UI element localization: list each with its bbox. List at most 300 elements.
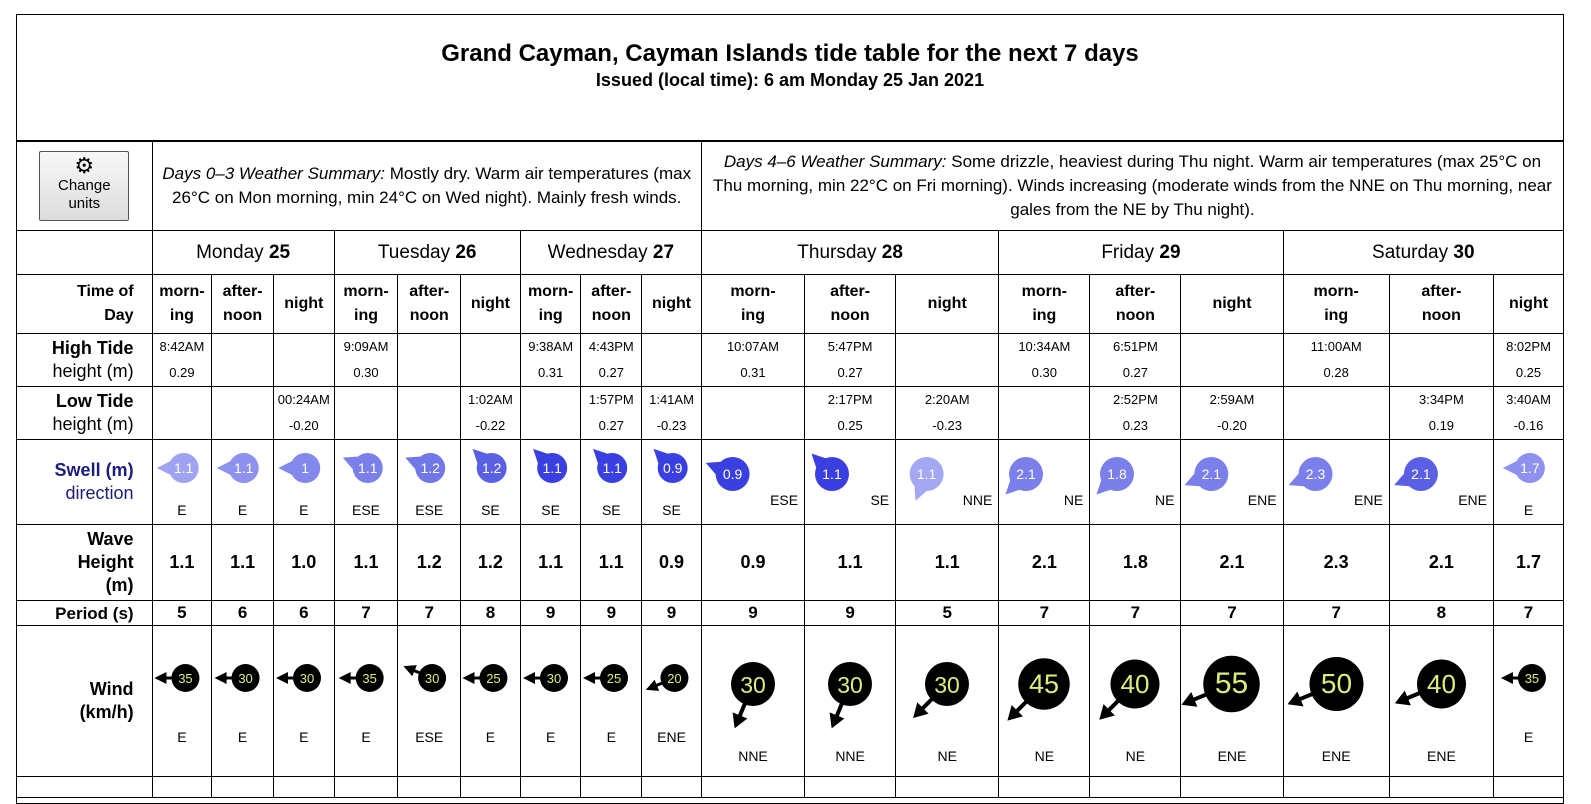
wave-height-cell: 0.9: [642, 525, 702, 601]
low-tide-cell: [581, 387, 642, 440]
tail-cell: [152, 777, 212, 798]
swell-cell: [1389, 440, 1493, 525]
wind-speed: 30: [837, 672, 863, 698]
period-cell: 9: [642, 601, 702, 626]
swell-cell-wrap: [521, 440, 581, 524]
tail-cell: [461, 777, 521, 798]
tail-cell: [212, 777, 274, 798]
time-of-day-part1: morn-: [527, 283, 574, 300]
swell-arrow-icon: [702, 440, 804, 524]
wave-height-cell: 1.2: [398, 525, 461, 601]
wind-arrow-icon: [461, 626, 520, 776]
time-of-day-cell: [273, 275, 334, 334]
swell-value: 2.3: [1305, 466, 1325, 482]
period-cell: 5: [896, 601, 999, 626]
high-tide-label: High Tide height (m): [17, 334, 153, 387]
high-tide-time: 5:47PM: [827, 339, 873, 354]
low-tide-cell: [461, 387, 521, 440]
tail-cell: [999, 777, 1090, 798]
swell-value: 1.1: [542, 460, 562, 476]
swell-cell-wrap: [1494, 440, 1563, 524]
wind-speed: 40: [1426, 669, 1456, 699]
wind-cell-wrap: [274, 626, 334, 776]
tail-cell: [520, 777, 581, 798]
tide-table: [16, 141, 1564, 798]
day-number: 28: [881, 241, 903, 263]
period-cell: 7: [1181, 601, 1283, 626]
swell-cell: [212, 440, 274, 525]
low-tide-time: 2:52PM: [1112, 392, 1158, 407]
time-of-day-cell: [701, 275, 804, 334]
swell-cell-wrap: [805, 440, 895, 524]
swell-direction: SE: [541, 502, 560, 518]
swell-value: 1.8: [1107, 466, 1128, 482]
high-tide-time: 8:42AM: [159, 339, 205, 354]
time-of-day-part1: after-: [1115, 283, 1156, 300]
wind-speed: 30: [425, 671, 440, 686]
wind-cell-wrap: [1390, 626, 1493, 776]
swell-arrow-head: [1503, 461, 1517, 475]
tail-cell: [334, 777, 398, 798]
high-tide-cell: [520, 334, 581, 387]
wind-direction: ENE: [657, 729, 686, 745]
wind-cell: [212, 626, 274, 777]
high-tide-cell: [642, 334, 702, 387]
period-cell: 9: [581, 601, 642, 626]
tail-cell: [1494, 777, 1564, 798]
time-of-day-cell: [334, 275, 398, 334]
swell-cell: [701, 440, 804, 525]
wave-height-cell: 1.0: [273, 525, 334, 601]
wind-arrow-head: [583, 672, 595, 684]
summary-days-0-3: [152, 142, 701, 231]
swell-cell: [152, 440, 212, 525]
wind-cell: [520, 626, 581, 777]
high-tide-cell: [152, 334, 212, 387]
tail-blank: [17, 777, 153, 798]
wind-speed: 25: [607, 671, 622, 686]
day-header-saturday: [1283, 231, 1563, 275]
wind-direction: E: [361, 729, 371, 745]
wind-label: Wind (km/h): [17, 626, 153, 777]
wind-speed: 45: [1029, 669, 1060, 699]
swell-cell: [1181, 440, 1283, 525]
wind-cell-wrap: [153, 626, 212, 776]
wind-cell: [642, 626, 702, 777]
high-tide-row: [17, 334, 1564, 387]
time-of-day-cell: [1181, 275, 1283, 334]
low-tide-cell: [273, 387, 334, 440]
time-of-day-cell: [1283, 275, 1389, 334]
swell-cell: [461, 440, 521, 525]
wind-arrow-head: [727, 712, 747, 731]
period-cell: 7: [1494, 601, 1564, 626]
low-tide-time: 2:17PM: [827, 392, 873, 407]
tail-row: [17, 777, 1564, 798]
swell-direction: NNE: [962, 492, 993, 508]
wind-cell-wrap: [1090, 626, 1180, 776]
day-header-monday: [152, 231, 334, 275]
low-tide-time: 3:34PM: [1418, 392, 1464, 407]
time-of-day-part2: noon: [1421, 307, 1461, 324]
change-units-label-2: units: [68, 195, 101, 212]
low-tide-height: -0.22: [475, 418, 506, 433]
change-units-button[interactable]: [39, 151, 129, 221]
swell-cell-wrap: [999, 440, 1089, 524]
low-tide-cell: [398, 387, 461, 440]
wind-cell-wrap: [398, 626, 460, 776]
time-of-day-part1: night: [651, 295, 692, 312]
wind-arrow-icon: [274, 626, 334, 776]
low-tide-time: 1:02AM: [468, 392, 513, 407]
day-name: Tuesday: [377, 241, 451, 263]
tail-cell: [581, 777, 642, 798]
high-tide-time: 11:00AM: [1310, 339, 1362, 354]
high-tide-time: 10:34AM: [1018, 339, 1071, 354]
swell-label: Swell (m) direction: [17, 440, 153, 525]
low-tide-height: 0.23: [1122, 418, 1149, 433]
wind-speed: 30: [238, 671, 254, 686]
period-label: Period (s): [17, 601, 153, 626]
period-cell: 7: [999, 601, 1090, 626]
swell-cell-wrap: [398, 440, 460, 524]
low-tide-height: -0.23: [932, 418, 963, 433]
high-tide-height: 0.31: [740, 365, 766, 380]
high-tide-cell: [896, 334, 999, 387]
swell-value: 1.1: [234, 460, 254, 476]
time-of-day-label: Time of Day: [17, 275, 153, 334]
day-name: Friday: [1101, 241, 1155, 263]
low-tide-time: 1:41AM: [649, 392, 694, 407]
time-of-day-cell: [461, 275, 521, 334]
low-tide-cell: [520, 387, 581, 440]
time-of-day-part2: ing: [169, 307, 194, 324]
tail-cell: [398, 777, 461, 798]
wind-direction: E: [485, 729, 496, 745]
wind-cell-wrap: [1494, 626, 1563, 776]
time-of-day-cell: [1090, 275, 1181, 334]
high-tide-cell: [273, 334, 334, 387]
wind-cell-wrap: [999, 626, 1089, 776]
swell-cell-wrap: [1284, 440, 1389, 524]
swell-cell-wrap: [274, 440, 334, 524]
wind-arrow-icon: [642, 626, 701, 776]
swell-value: 2.1: [1016, 466, 1037, 482]
wave-height-cell: 1.1: [152, 525, 212, 601]
wind-direction: ESE: [415, 729, 444, 745]
change-units-label-1: Change: [58, 177, 111, 194]
time-of-day-part2: noon: [591, 307, 631, 324]
swell-cell: [398, 440, 461, 525]
high-tide-cell: [999, 334, 1090, 387]
wind-arrow-head: [154, 672, 166, 684]
low-tide-cell: [896, 387, 999, 440]
wind-cell-wrap: [335, 626, 398, 776]
low-tide-cell: [1090, 387, 1181, 440]
swell-cell: [1090, 440, 1181, 525]
wind-direction: E: [299, 729, 309, 745]
swell-arrow-icon: [1181, 440, 1282, 524]
swell-cell-wrap: [461, 440, 520, 524]
units-cell: [17, 142, 153, 231]
wave-height-cell: 2.3: [1283, 525, 1389, 601]
wind-cell: [1283, 626, 1389, 777]
tail-cell: [273, 777, 334, 798]
day-number: 26: [455, 241, 477, 263]
high-tide-cell: [1181, 334, 1283, 387]
wind-cell-wrap: [642, 626, 701, 776]
wind-speed: 30: [546, 671, 562, 686]
tail-cell: [1389, 777, 1493, 798]
high-tide-time: 8:02PM: [1506, 339, 1551, 354]
day-header-friday: [999, 231, 1283, 275]
wind-arrow-icon: [212, 626, 273, 776]
day-number: 29: [1159, 241, 1181, 263]
tail-cell: [1090, 777, 1181, 798]
day-name: Monday: [196, 241, 264, 263]
period-cell: 9: [701, 601, 804, 626]
high-tide-height: 0.27: [598, 365, 624, 380]
page-title: Grand Cayman, Cayman Islands tide table for the next 7 days: [441, 40, 1139, 67]
wind-direction: E: [237, 729, 248, 745]
wave-height-cell: 1.1: [581, 525, 642, 601]
wave-height-cell: 1.1: [520, 525, 581, 601]
swell-cell-wrap: [1181, 440, 1282, 524]
wave-height-cell: 1.7: [1494, 525, 1564, 601]
swell-cell: [896, 440, 999, 525]
swell-cell-wrap: [702, 440, 804, 524]
wind-arrow-head: [338, 672, 350, 684]
wind-direction: NNE: [738, 748, 768, 764]
period-cell: 7: [1283, 601, 1389, 626]
swell-value: 1.1: [602, 460, 623, 476]
high-tide-cell: [1283, 334, 1389, 387]
period-cell: 5: [152, 601, 212, 626]
swell-cell-wrap: [1090, 440, 1180, 524]
high-tide-cell: [805, 334, 896, 387]
time-of-day-part1: night: [927, 295, 967, 312]
low-tide-cell: [701, 387, 804, 440]
high-tide-time: 4:43PM: [588, 339, 634, 354]
wind-arrow-icon: [521, 626, 581, 776]
low-tide-row: [17, 387, 1564, 440]
low-tide-cell: [152, 387, 212, 440]
high-tide-cell: [334, 334, 398, 387]
period-row: [17, 601, 1564, 626]
low-tide-cell: [999, 387, 1090, 440]
time-of-day-cell: [896, 275, 999, 334]
high-tide-time: 9:38AM: [528, 339, 574, 354]
wind-arrow-icon: [581, 626, 641, 776]
summary-right-label: Days 4–6 Weather Summary:: [723, 152, 947, 171]
wind-cell-wrap: [1284, 626, 1389, 776]
swell-arrow-icon: [1284, 440, 1389, 524]
low-tide-cell: [1283, 387, 1389, 440]
day-number: 27: [652, 241, 675, 263]
period-cell: 6: [212, 601, 274, 626]
wind-arrow-head: [1181, 692, 1197, 712]
swell-cell: [520, 440, 581, 525]
swell-value: 1.2: [482, 460, 502, 476]
swell-value: 1.2: [420, 460, 441, 476]
low-tide-height: -0.20: [1217, 418, 1247, 433]
wind-direction: NE: [937, 748, 957, 764]
wind-cell: [1389, 626, 1493, 777]
time-of-day-part1: morn-: [343, 283, 389, 300]
time-of-day-part1: after-: [591, 283, 632, 300]
summary-left-text: Mostly dry. Warm air temperatures (max 26°C on Mon morning, min 24°C on Wed night). Mainly fresh winds.: [172, 164, 692, 207]
wind-direction: E: [545, 729, 556, 745]
wind-direction: ENE: [1321, 748, 1351, 764]
wind-speed: 40: [1120, 669, 1150, 699]
low-tide-time: 00:24AM: [277, 392, 330, 407]
tail-cell: [805, 777, 896, 798]
day-name: Saturday: [1372, 241, 1449, 263]
time-of-day-cell: [581, 275, 642, 334]
wind-cell: [1494, 626, 1564, 777]
high-tide-height: 0.30: [353, 365, 379, 380]
day-number: 25: [268, 241, 291, 263]
time-of-day-cell: [212, 275, 274, 334]
high-tide-cell: [581, 334, 642, 387]
swell-cell-wrap: [896, 440, 998, 524]
wind-direction: E: [177, 729, 187, 745]
low-tide-cell: [334, 387, 398, 440]
period-cell: 9: [520, 601, 581, 626]
low-tide-time: 3:40AM: [1506, 392, 1551, 407]
swell-direction: E: [1523, 502, 1534, 518]
day-name: Wednesday: [547, 241, 648, 263]
wind-arrow-head: [1284, 692, 1303, 712]
wind-speed: 35: [177, 671, 193, 686]
wind-cell: [1181, 626, 1283, 777]
wind-arrow-icon: [153, 626, 212, 776]
swell-value: 1: [301, 460, 310, 476]
swell-cell: [1283, 440, 1389, 525]
wind-arrow-icon: [398, 626, 460, 776]
summary-right-text: Some drizzle, heaviest during Thu night. Warm air temperatures (max 25°C on Thu morning, min 22°C on Fri morning). Winds increasing (moderate winds from the NNE on Thu morning, near gales from the NE by Thu night).: [713, 152, 1552, 219]
wind-arrow-head: [215, 672, 227, 684]
day-header-row: [17, 231, 1564, 275]
swell-direction: ENE: [1458, 492, 1487, 508]
high-tide-height: 0.30: [1031, 365, 1057, 380]
time-of-day-part1: after-: [222, 283, 263, 300]
wave-height-cell: 1.8: [1090, 525, 1181, 601]
swell-direction: NE: [1154, 492, 1175, 508]
time-of-day-part2: ing: [740, 307, 765, 324]
time-of-day-part1: night: [284, 295, 324, 312]
low-tide-height: 0.27: [598, 418, 624, 433]
swell-cell: [334, 440, 398, 525]
wind-cell-wrap: [896, 626, 998, 776]
swell-arrow-head: [156, 461, 170, 475]
time-of-day-part1: morn-: [1021, 283, 1067, 300]
time-of-day-part1: after-: [830, 283, 871, 300]
period-cell: 7: [1090, 601, 1181, 626]
swell-direction: E: [237, 502, 248, 518]
table-header: [16, 14, 1564, 141]
wind-direction: NE: [1125, 748, 1146, 764]
time-of-day-cell: [642, 275, 702, 334]
gear-icon: ⚙: [74, 153, 95, 178]
wind-direction: ENE: [1427, 748, 1456, 764]
wind-cell: [701, 626, 804, 777]
wind-cell: [152, 626, 212, 777]
high-tide-time: 6:51PM: [1112, 339, 1158, 354]
swell-cell: [805, 440, 896, 525]
swell-direction: E: [177, 502, 187, 518]
wave-height-cell: 1.1: [896, 525, 999, 601]
swell-cell-wrap: [335, 440, 398, 524]
swell-arrow-icon: [896, 440, 998, 524]
swell-cell-wrap: [212, 440, 273, 524]
swell-cell-wrap: [153, 440, 212, 524]
swell-value: 1.1: [173, 460, 193, 476]
time-of-day-part1: night: [1212, 295, 1252, 312]
low-tide-cell: [642, 387, 702, 440]
swell-direction: ENE: [1247, 492, 1277, 508]
wind-speed: 30: [299, 671, 315, 686]
wind-direction: E: [1523, 729, 1534, 745]
swell-value: 0.9: [663, 460, 683, 476]
swell-direction: SE: [662, 502, 681, 518]
swell-value: 1.1: [822, 466, 842, 482]
high-tide-height: 0.27: [1122, 365, 1149, 380]
weather-summary-row: [17, 142, 1564, 231]
time-of-day-part2: noon: [830, 307, 870, 324]
wind-arrow-head: [523, 672, 535, 684]
wind-direction: NE: [1034, 748, 1055, 764]
wind-speed: 35: [362, 671, 377, 686]
wind-row: [17, 626, 1564, 777]
wind-cell: [461, 626, 521, 777]
wave-height-cell: 2.1: [999, 525, 1090, 601]
wind-speed: 30: [934, 672, 960, 698]
time-of-day-cell: [152, 275, 212, 334]
swell-value: 2.1: [1201, 466, 1222, 482]
high-tide-cell: [398, 334, 461, 387]
high-tide-height: 0.29: [169, 365, 195, 380]
time-of-day-part2: noon: [409, 307, 449, 324]
swell-direction: ESE: [770, 492, 799, 508]
swell-cell-wrap: [1390, 440, 1493, 524]
wind-arrow-head: [463, 672, 475, 684]
time-of-day-part2: noon: [223, 307, 263, 324]
time-of-day-part2: noon: [1115, 307, 1155, 324]
day-name: Thursday: [797, 241, 877, 263]
day-header-thursday: [701, 231, 998, 275]
wind-cell: [805, 626, 896, 777]
swell-arrow-head: [278, 461, 292, 475]
swell-arrow-head: [217, 461, 231, 475]
high-tide-cell: [1389, 334, 1493, 387]
high-tide-cell: [212, 334, 274, 387]
wave-height-cell: 1.1: [805, 525, 896, 601]
time-of-day-part2: ing: [538, 307, 563, 324]
wave-height-row: [17, 525, 1564, 601]
swell-value: 1.1: [357, 460, 378, 476]
high-tide-height: 0.27: [837, 365, 863, 380]
swell-value: 0.9: [722, 466, 743, 482]
period-cell: 7: [398, 601, 461, 626]
time-of-day-part1: night: [1508, 295, 1549, 312]
time-of-day-part1: morn-: [730, 283, 776, 300]
wind-cell: [581, 626, 642, 777]
swell-cell: [999, 440, 1090, 525]
time-of-day-part2: ing: [1324, 307, 1349, 324]
wind-arrow-head: [824, 712, 844, 731]
tail-cell: [1283, 777, 1389, 798]
